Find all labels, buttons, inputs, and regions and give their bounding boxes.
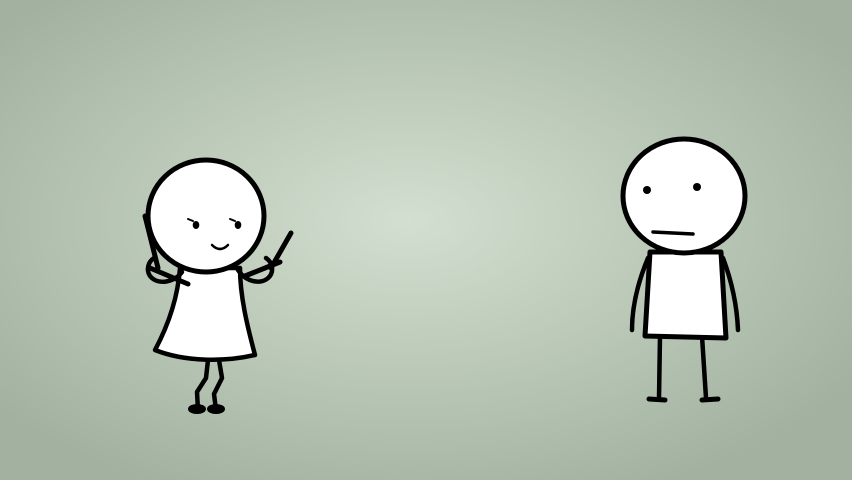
girl-head — [148, 160, 264, 272]
boy-head — [623, 139, 745, 253]
boy-mouth — [653, 232, 693, 234]
boy-body — [645, 252, 726, 338]
